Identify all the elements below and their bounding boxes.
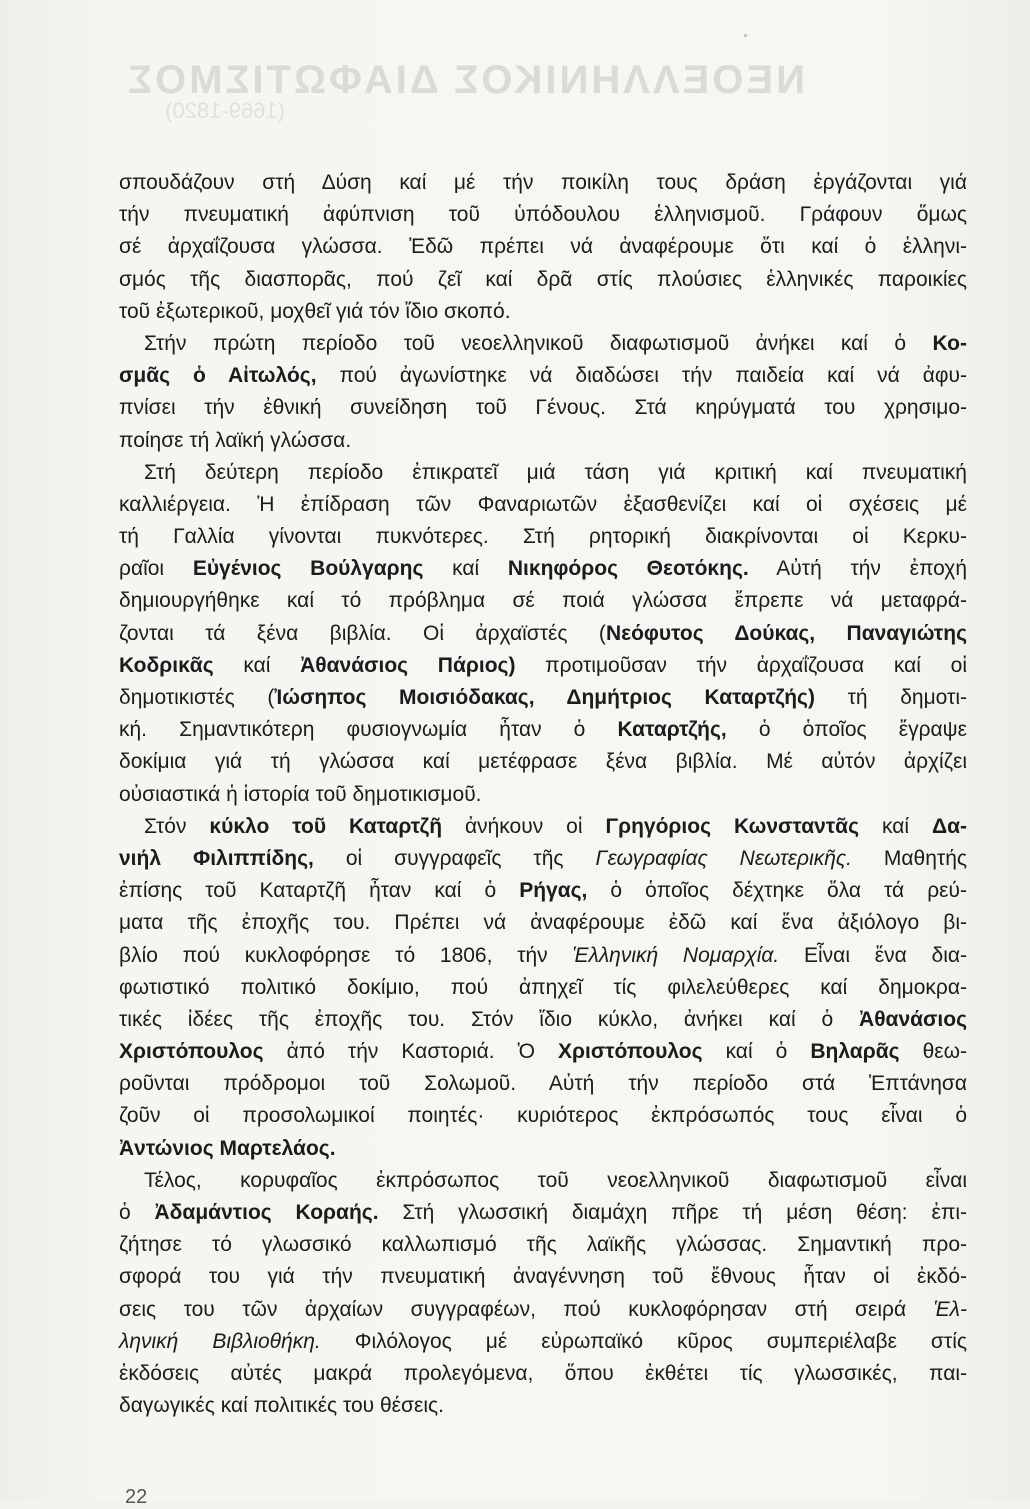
bleed-through-subtitle: (1669-1820)	[165, 98, 285, 123]
text-line: σέ ἀρχαΐζουσα γλώσσα. Ἐδῶ πρέπει νά ἀναφέρουμε ὅτι καί ὁ ἑλληνι-	[119, 235, 967, 259]
text-line: νιήλ Φιλιππίδης, οἱ συγγραφεῖς τῆς Γεωγραφίας Νεωτερικῆς. Μαθητής	[119, 846, 967, 870]
text-line: τή Γαλλία γίνονται πυκνότερες. Στή ρητορική διακρίνονται οἱ Κερκυ-	[119, 525, 967, 549]
text-line: ραῖοι Εὐγένιος Βούλγαρης καί Νικηφόρος Θεοτόκης. Αὐτή τήν ἐποχή	[119, 557, 967, 581]
text-line: ζοῦν οἱ προσολωμικοί ποιητές· κυριότερος ἐκπρόσωπός τους εἶναι ὁ	[119, 1104, 967, 1128]
text-line: δημοτικιστές (Ἰώσηπος Μοισιόδακας, Δημήτριος Καταρτζής) τή δημοτι-	[119, 686, 967, 709]
text-line: σμός τῆς διασπορᾶς, πού ζεῖ καί δρᾶ στίς πλούσιες ἑλληνικές παροικίες	[119, 267, 967, 291]
text-line: τοῦ ἐξωτερικοῦ, μοχθεῖ γιά τόν ἴδιο σκοπό.	[119, 299, 511, 323]
text-line: ἐκδόσεις αὐτές μακρά προλεγόμενα, ὅπου ἐκθέτει τίς γλωσσικές, παι-	[119, 1361, 967, 1385]
text-line: Στήν πρώτη περίοδο τοῦ νεοελληνικοῦ διαφωτισμοῦ ἀνήκει καί ὁ Κο-	[144, 331, 967, 355]
text-line: φωτιστικό πολιτικό δοκίμιο, πού ἀπηχεῖ τίς φιλελεύθερες καί δημοκρα-	[119, 975, 967, 999]
text-line: πνίσει τήν ἐθνική συνείδηση τοῦ Γένους. Στά κηρύγματά του χρησιμο-	[119, 396, 967, 420]
text-line: σμᾶς ὁ Αἰτωλός, πού ἀγωνίστηκε νά διαδώσει τήν παιδεία καί νά ἀφυ-	[119, 364, 967, 388]
bleed-through-title: ΝΕΟΕΛΛΗΝΙΚΟΣ ΔΙΑΦΩΤΙΣΜΟΣ	[125, 58, 805, 102]
text-line: ματα τῆς ἐποχῆς του. Πρέπει νά ἀναφέρουμε ἐδῶ καί ἕνα ἀξιόλογο βι-	[119, 911, 967, 935]
text-line: Τέλος, κορυφαῖος ἐκπρόσωπος τοῦ νεοελληνικοῦ διαφωτισμοῦ εἶναι	[144, 1168, 967, 1192]
text-line: σφορά του γιά τήν πνευματική ἀναγέννηση τοῦ ἔθνους ἦταν οἱ ἐκδό-	[119, 1265, 967, 1289]
text-line: σπουδάζουν στή Δύση καί μέ τήν ποικίλη τους δράση ἐργάζονται γιά	[119, 171, 967, 194]
text-line: ζονται τά ξένα βιβλία. Οἱ ἀρχαϊστές (Νεόφυτος Δούκας, Παναγιώτης	[119, 621, 968, 645]
text-line: ληνική Βιβλιοθήκη. Φιλόλογος μέ εὐρωπαϊκό κῦρος συμπεριέλαβε στίς	[119, 1329, 967, 1353]
text-line: κή. Σημαντικότερη φυσιογνωμία ἦταν ὁ Καταρτζής, ὁ ὁποῖος ἔγραψε	[119, 718, 968, 742]
text-line: ροῦνται πρόδρομοι τοῦ Σολωμοῦ. Αὐτή τήν περίοδο στά Ἑπτάνησα	[119, 1072, 967, 1096]
text-line: δοκίμια γιά τή γλώσσα καί μετέφρασε ξένα βιβλία. Μέ αὐτόν ἀρχίζει	[119, 750, 967, 774]
text-line: βλίο πού κυκλοφόρησε τό 1806, τήν Ἑλληνική Νομαρχία. Εἶναι ἕνα δια-	[119, 943, 967, 967]
text-line: οὐσιαστικά ἡ ἱστορία τοῦ δημοτικισμοῦ.	[119, 782, 482, 806]
page-number: 22	[125, 1486, 148, 1508]
text-line: δαγωγικές καί πολιτικές του θέσεις.	[119, 1394, 444, 1418]
text-line: ἐπίσης τοῦ Καταρτζῆ ἦταν καί ὁ Ρήγας, ὁ ὁποῖος δέχτηκε ὅλα τά ρεύ-	[119, 879, 967, 903]
text-line: ποίησε τή λαϊκή γλώσσα.	[119, 428, 352, 452]
text-line: Στή δεύτερη περίοδο ἐπικρατεῖ μιά τάση γιά κριτική καί πνευματική	[144, 460, 967, 484]
text-line: ὁ Ἀδαμάντιος Κοραής. Στή γλωσσική διαμάχη πῆρε τή μέση θέση: ἐπι-	[119, 1201, 967, 1224]
speck-mark	[744, 34, 747, 37]
text-line: σεις του τῶν ἀρχαίων συγγραφέων, πού κυκλοφόρησαν στή σειρά Ἑλ-	[119, 1297, 967, 1321]
text-line: Χριστόπουλος ἀπό τήν Καστοριά. Ὁ Χριστόπουλος καί ὁ Βηλαρᾶς θεω-	[119, 1040, 968, 1064]
body-text	[119, 167, 967, 1422]
text-line: δημιουργήθηκε καί τό πρόβλημα σέ ποιά γλώσσα ἔπρεπε νά μεταφρά-	[119, 589, 967, 613]
text-line: τήν πνευματική ἀφύπνιση τοῦ ὑπόδουλου ἑλληνισμοῦ. Γράφουν ὅμως	[119, 203, 967, 227]
text-line: ζήτησε τό γλωσσικό καλλωπισμό τῆς λαϊκῆς γλώσσας. Σημαντική προ-	[119, 1233, 967, 1257]
text-line: Ἀντώνιος Μαρτελάος.	[119, 1136, 336, 1160]
text-line: καλλιέργεια. Ἡ ἐπίδραση τῶν Φαναριωτῶν ἐξασθενίζει καί οἱ σχέσεις μέ	[119, 492, 967, 516]
text-line: Στόν κύκλο τοῦ Καταρτζῆ ἀνήκουν οἱ Γρηγόριος Κωνσταντᾶς καί Δα-	[144, 814, 967, 838]
text-line: Κοδρικᾶς καί Ἀθανάσιος Πάριος) προτιμοῦσαν τήν ἀρχαΐζουσα καί οἱ	[119, 653, 967, 677]
text-line: τικές ἰδέες τῆς ἐποχῆς του. Στόν ἴδιο κύκλο, ἀνήκει καί ὁ Ἀθανάσιος	[119, 1007, 967, 1031]
